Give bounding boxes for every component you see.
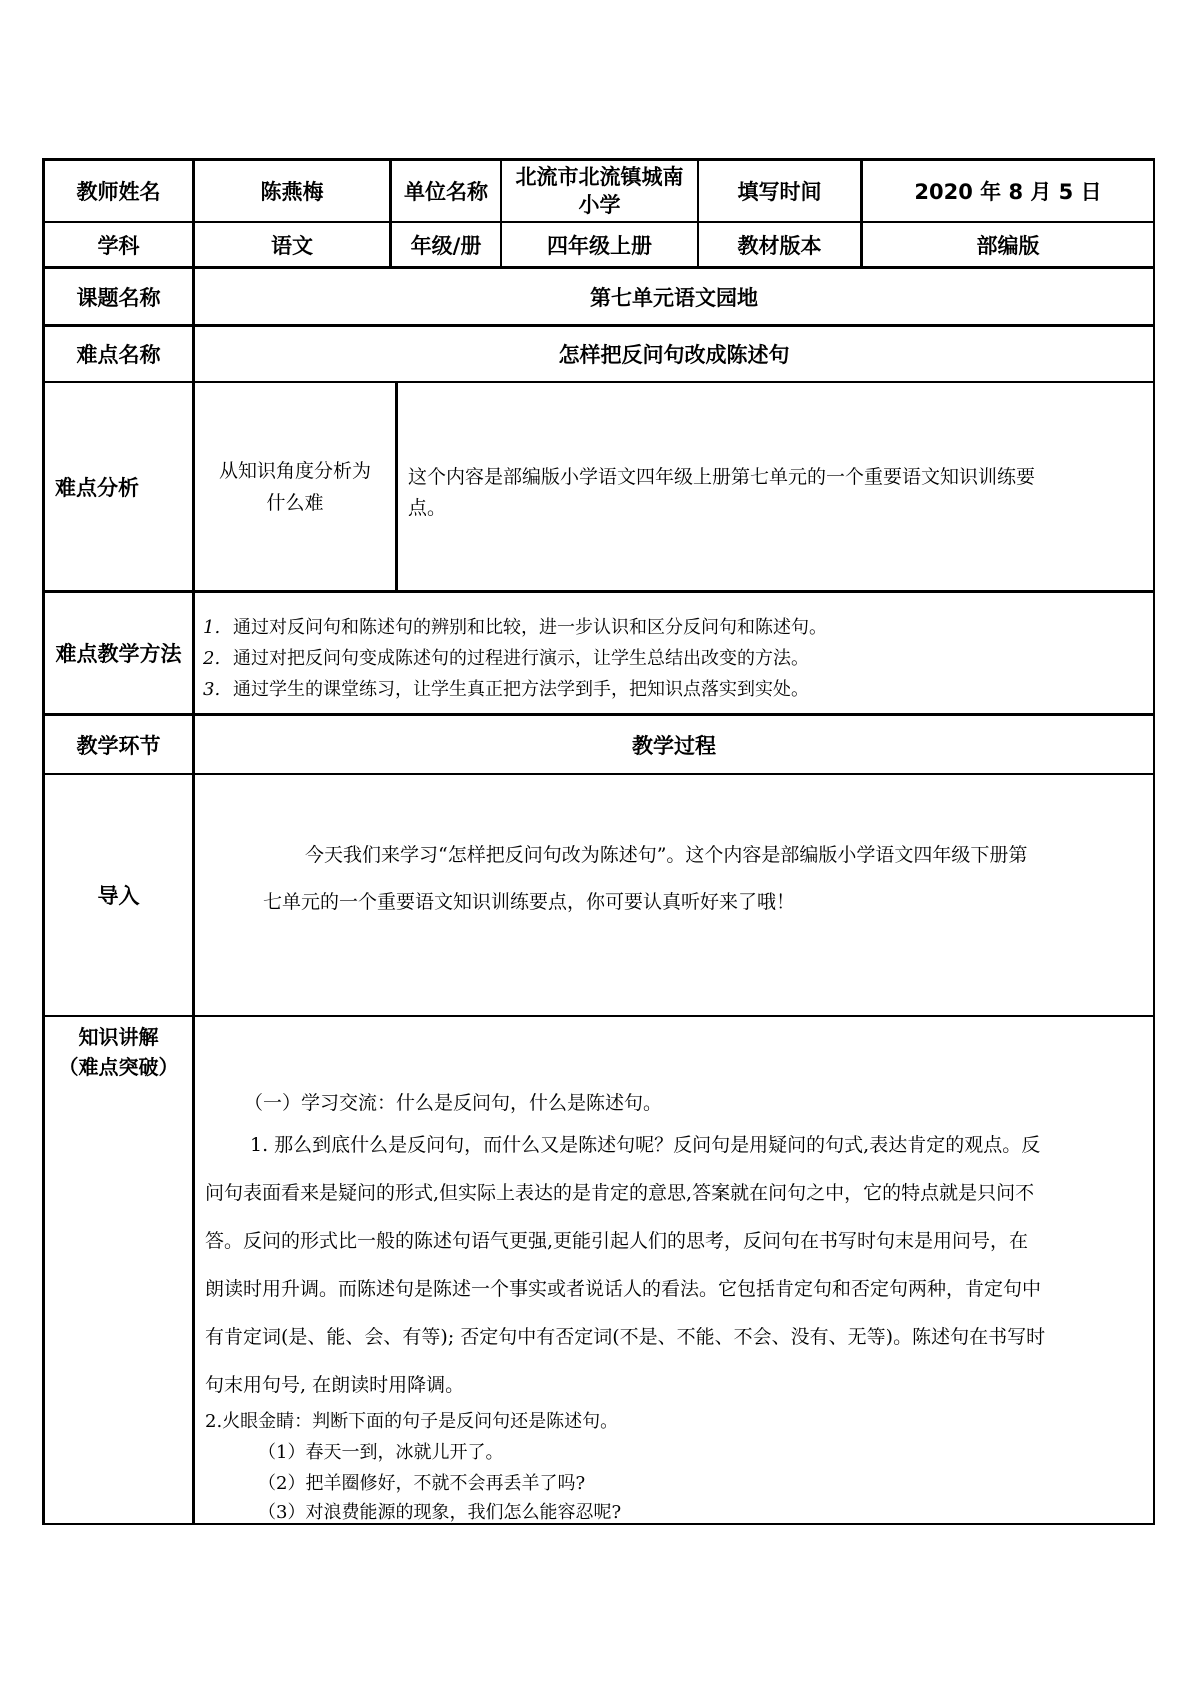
exercise-title: 2.火眼金睛：判断下面的句子是反问句还是陈述句。: [205, 1411, 619, 1432]
method-item-number: 1.: [203, 617, 221, 638]
unit-name-label: 单位名称: [404, 180, 488, 204]
table-border: [43, 1015, 1155, 1017]
table-border: [395, 381, 398, 592]
methods-label: 难点教学方法: [55, 642, 182, 666]
method-item-text: 通过对把反问句变成陈述句的过程进行演示，让学生总结出改变的方法。: [233, 648, 809, 669]
fill-date-value: 2020 年 8 月 5 日: [914, 180, 1102, 204]
table-border: [43, 590, 1155, 593]
knowledge-paragraph-line: 句末用句号, 在朗读时用降调。: [205, 1374, 465, 1396]
analysis-label: 难点分析: [55, 475, 139, 500]
exercise-item: （3）对浪费能源的现象，我们怎么能容忍呢?: [258, 1502, 622, 1523]
topic-label: 课题名称: [76, 285, 161, 310]
knowledge-paragraph-line: 答。反问的形式比一般的陈述句语气更强,更能引起人们的思考，反问句在书写时句末是用问号，在: [205, 1230, 1029, 1252]
knowledge-section-title: （一）学习交流：什么是反问句，什么是陈述句。: [244, 1092, 663, 1114]
unit-name-line: 北流市北流镇城南: [515, 165, 684, 189]
exercise-item: （1）春天一到，冰就儿开了。: [258, 1442, 504, 1463]
teacher-name-label: 教师姓名: [76, 180, 161, 204]
method-item: [203, 613, 827, 639]
knowledge-paragraph-line: 有肯定词(是、能、会、有等); 否定句中有否定词(不是、不能、不会、没有、无等)。陈述句在书写时: [205, 1326, 1046, 1348]
method-item-number: 2.: [203, 648, 221, 669]
grade-label: 年级/册: [410, 233, 482, 258]
analysis-sub-label-line: 什么难: [266, 491, 324, 514]
edition-value: 部编版: [976, 233, 1040, 258]
fill-date-label: 填写时间: [737, 180, 822, 204]
method-item-text: 通过学生的课堂练习，让学生真正把方法学到手，把知识点落实到实处。: [233, 679, 809, 700]
analysis-sub-label-line: 从知识角度分析为: [218, 459, 371, 482]
intro-text-line: 七单元的一个重要语文知识训练要点，你可要认真听好来了哦！: [263, 891, 796, 913]
grade-value: 四年级上册: [547, 233, 652, 258]
difficulty-label: 难点名称: [76, 343, 161, 367]
method-item: [203, 675, 809, 701]
unit-name-value: [502, 161, 697, 221]
method-item-text: 通过对反问句和陈述句的辨别和比较，进一步认识和区分反问句和陈述句。: [233, 617, 827, 638]
method-item: [203, 644, 809, 670]
knowledge-paragraph-line: 问句表面看来是疑问的形式,但实际上表达的是肯定的意思,答案就在问句之中，它的特点就是只问不: [205, 1182, 1035, 1204]
teaching-stage-header: 教学环节: [76, 733, 161, 758]
exercise-item: （2）把羊圈修好，不就不会再丢羊了吗?: [258, 1473, 586, 1494]
table-border: [43, 773, 1155, 775]
knowledge-label-line: 知识讲解: [78, 1025, 159, 1049]
analysis-text-line: 点。: [408, 497, 447, 519]
subject-value: 语文: [271, 233, 313, 258]
subject-label: 学科: [97, 233, 140, 258]
knowledge-paragraph-line: 朗读时用升调。而陈述句是陈述一个事实或者说话人的看法。它包括肯定句和否定句两种，肯定句中: [205, 1278, 1042, 1300]
method-item-number: 3.: [203, 679, 221, 700]
analysis-text-line: 这个内容是部编版小学语文四年级上册第七单元的一个重要语文知识训练要: [408, 466, 1036, 488]
topic-value: 第七单元语文园地: [590, 285, 758, 310]
table-border: [1153, 158, 1155, 1525]
intro-label: 导入: [97, 884, 140, 908]
unit-name-line: 小学: [578, 193, 621, 217]
teaching-process-header: 教学过程: [632, 733, 716, 758]
analysis-sub-label: [195, 383, 395, 590]
knowledge-paragraph-line: 1. 那么到底什么是反问句，而什么又是陈述句呢？反问句是用疑问的句式,表达肯定的观点。反: [250, 1134, 1041, 1156]
knowledge-label-line: （难点突破）: [58, 1055, 179, 1079]
intro-text-line: 今天我们来学习“怎样把反问句改为陈述句”。这个内容是部编版小学语文四年级下册第: [305, 844, 1028, 866]
edition-label: 教材版本: [737, 233, 822, 258]
knowledge-label: [45, 1022, 192, 1082]
teacher-name-value: 陈燕梅: [260, 180, 324, 204]
difficulty-value: 怎样把反问句改成陈述句: [558, 343, 790, 367]
